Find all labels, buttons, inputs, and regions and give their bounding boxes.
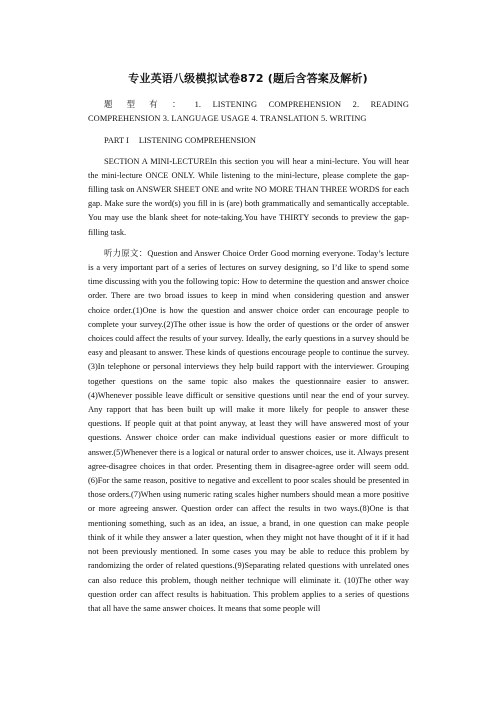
document-title: 专业英语八级模拟试卷872 (题后含答案及解析) bbox=[128, 72, 368, 85]
transcript-text: Question and Answer Choice Order Good morning everyone. Today’s lecture is a very important part of a series of lectures on survey designing, so I’d like to spend some time discussing with you the following topic: How to determine the question and answer choice order. There are two broad issues to keep in mind when considering question and answer choice order.(1)One is how the question and answer choice order can encourage people to complete your survey.(2)The other issue is how the order of questions or the order of answer choices could affect the results of your survey. Ideally, the early questions in a survey should be easy and pleasant to answer. These kinds of questions encourage people to continue the survey.(3)In telephone or personal interviews they help build rapport with the interviewer. Grouping together questions on the same topic also makes the questionnaire easier to answer. (4)Whenever possible leave difficult or sensitive questions until near the end of your survey. Any rapport that has been built up will make it more likely for people to answer these questions. If people quit at that point anyway, at least they will have answered most of your questions. Answer choice order can make individual questions easier or more difficult to answer.(5)Whenever there is a logical or natural order to answer choices, use it. Always present agree-disagree choices in that order. Presenting them in disagree-agree order will seem odd.(6)For the same reason, positive to negative and excellent to poor scales should be presented in those orders.(7)When using numeric rating scales higher numbers should mean a more positive or more agreeing answer. Question order can affect the results in two ways.(8)One is that mentioning something, such as an idea, an issue, a brand, in one question can make people think of it while they answer a later question, when they might not have thought of it if it had not been previously mentioned. In some cases you may be able to reduce this problem by randomizing the order of related questions.(9)Separating related questions with unrelated ones can also reduce this problem, though neither technique will eliminate it. (10)The other way question order can affect results is habituation. This problem applies to a series of questions that all have the same answer choices. It means that some people will bbox=[88, 248, 410, 613]
question-types-line bbox=[88, 97, 409, 126]
part-heading bbox=[88, 134, 409, 148]
section-a-instructions: SECTION A MINI-LECTUREIn this section you will hear a mini-lecture. You will hear the mini-lecture ONCE ONLY. While listening to the mini-lecture, please complete the gap-filling task on ANSWER SHEET ONE and write NO MORE THAN THREE WORDS for each gap. Make sure the word(s) you fill in is (are) both grammatically and semantically acceptable. You may use the blank sheet for note-taking.You have THIRTY seconds to preview the gap-filling task. bbox=[88, 156, 409, 237]
transcript-paragraph bbox=[88, 246, 409, 616]
question-types-label: 题型有： bbox=[104, 99, 195, 109]
transcript-label: 听力原文： bbox=[104, 247, 148, 258]
part-name: LISTENING COMPREHENSION bbox=[138, 136, 256, 146]
document-body bbox=[88, 97, 409, 616]
question-types-list: 1. LISTENING COMPREHENSION 2. READING COMPREHENSION 3. LANGUAGE USAGE 4. TRANSLATION 5. WRITING bbox=[88, 100, 409, 124]
part-label: PART I bbox=[104, 136, 129, 146]
